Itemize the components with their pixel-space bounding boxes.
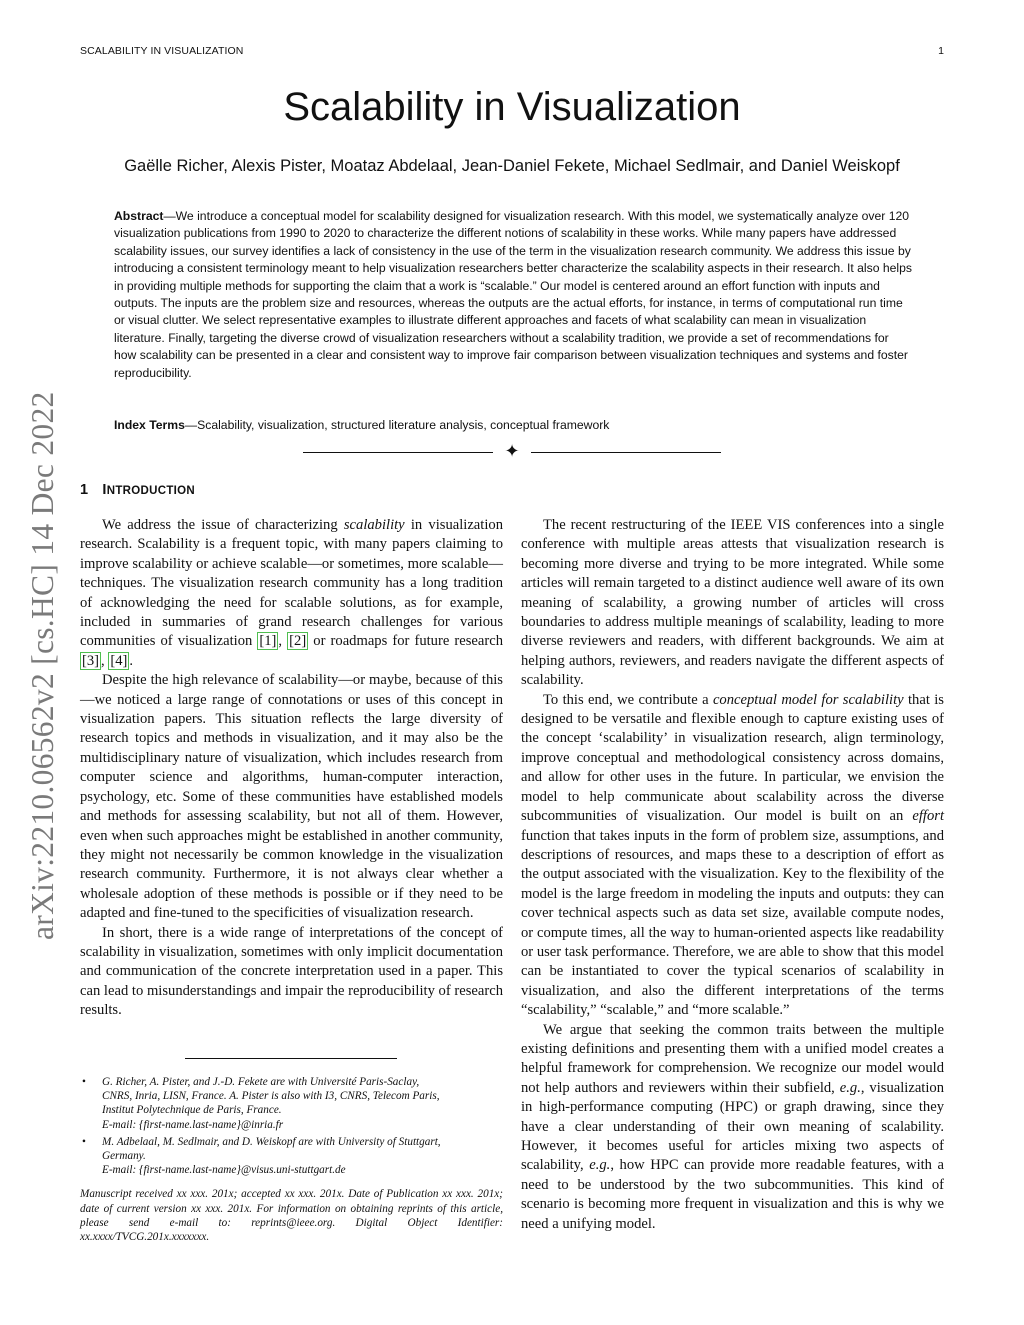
paragraph: Despite the high relevance of scalability—or maybe, because of this—we noticed a large range of connotations or uses of this concept in visualization papers. This situation reflects the large diversity of research topics and methods in visualization, and it may also be the multidisciplinary nature of visualization, which includes research from computer science and algorithms, human-computer interaction, psychology, etc. Some of these communities have established models and methods for assessing scalability, but not all of them. However, even when such approaches might be established in another community, they might not necessarily be common knowledge in the visualization research community. Furthermore, it is not always clear whether a wholesale adoption of these methods is possible or if they need to be adapted and fine-tuned to the specificities of visualization research.	[80, 672, 503, 922]
section-title-rest: NTRODUCTION	[106, 485, 195, 497]
index-terms-label: Index Terms	[114, 418, 185, 432]
paragraph: In short, there is a wide range of interpretations of the concept of scalability in visualization, sometimes with only implicit documentation and communication of the concrete interpretation used in a paper. This can lead to misunderstandings and impair the reproducibility of research results.	[80, 924, 503, 1019]
page-number: 1	[938, 45, 944, 57]
paragraph: We argue that seeking the common traits between the multiple existing definitions and presenting them with a unified model creates a helpful framework for comprehension. We recognize our model would not help authors and reviewers within their subfield, e.g., visualization in high-performance computing (HPC) or graph drawing, since they have a clear understanding of their own meaning of scalability. However, it becomes useful for articles mixing two aspects of scalability, e.g., how HPC can provide more readable features, with a need to be understood by the two subcommunities. This kind of scenario is becoming more frequent in visualization and this is why we need a unifying model.	[521, 1021, 945, 1232]
citation-link[interactable]: [3]	[82, 652, 100, 669]
footnotes	[80, 1075, 503, 1244]
divider-line-right	[531, 452, 721, 453]
bullet-icon: •	[82, 1135, 86, 1148]
section-heading-introduction	[80, 482, 195, 498]
citation-link[interactable]: [1]	[259, 633, 277, 650]
paragraph: To this end, we contribute a conceptual model for scalability that is designed to be versatile and flexible enough to capture existing uses of the concept ‘scalability’ in visualization research, align terminology, improve conceptual and methodological consistency across domains, and allow for other uses in the future. In particular, we envision the model to help communicate about scalability across the diverse subcommunities of visualization. Our model is built on an effort function that takes inputs in the form of problem size, assumptions, and descriptions of resources, and maps these to a description of effort as the output associated with the visualization. Key to the flexibility of the model is the large freedom in modeling the inputs and outputs: they can cover technical aspects such as data set size, available compute nodes, or compute times, all the way to human-oriented aspects like readability or user task performance. Therefore, we are able to show that this model can be instantiated to cover the typical scenarios of scalability in visualization, and also the different interpretations of the terms “scalability,” “scalable,” and “more scalable.”	[521, 691, 944, 1019]
bullet-icon: •	[82, 1076, 86, 1088]
abstract-text: —We introduce a conceptual model for scalability designed for visualization research. With this model, we systematically analyze over 120 visualization publications from 1990 to 2020 to characterize the different notions of scalability in these works. While many papers have addressed scalability issues, our survey identifies a lack of consistency in the use of the term in the visualization research community. We address this issue by introducing a consistent terminology meant to help visualization researchers better characterize the scalability aspects in their research. It also helps in providing multiple methods for supporting the claim that a work is “scalable.” Our model is centered around an effort function with inputs and outputs. The inputs are the problem size and resources, whereas the outputs are the actual efforts, for instance, in terms of computational run time or visual clutter. We select representative examples to illustrate different approaches and facets of what scalability can mean in visualization literature. Finally, targeting the diverse crowd of visualization researchers without a scalability tradition, we provide a set of recommendations for how scalability can be presented in a clear and consistent way to improve fair comparison between visualization techniques and systems and foster reproducibility.	[114, 209, 913, 380]
section-number: 1	[80, 482, 89, 498]
index-terms	[114, 418, 912, 432]
citation-link[interactable]: [2]	[289, 633, 307, 650]
index-terms-text: —Scalability, visualization, structured literature analysis, conceptual framework	[184, 418, 610, 432]
right-column	[521, 516, 944, 1234]
arxiv-stamp: arXiv:2210.06562v2 [cs.HC] 14 Dec 2022	[25, 391, 60, 940]
citation-link[interactable]: [4]	[110, 652, 128, 669]
footnote-rule	[185, 1058, 397, 1059]
left-column	[80, 516, 503, 1021]
divider-line-left	[303, 452, 493, 453]
paragraph: We address the issue of characterizing scalability in visualization research. Scalability is a frequent topic, with many papers claiming to improve scalability or achieve scalable—or sometimes, more scalable—techniques. The visualization research community has a long tradition of acknowledging the need for scalable solutions, as for example, included in summaries of grand research challenges for various communities of visualization [1] , [2] or roadmaps for future research [3] , [4] .	[80, 517, 504, 669]
author-list: Gaëlle Richer, Alexis Pister, Moataz Abdelaal, Jean-Daniel Fekete, Michael Sedlmair, and Daniel Weiskopf	[124, 157, 900, 175]
paper-title: Scalability in Visualization	[283, 85, 741, 129]
affiliation-footnote: • M. Adbelaal, M. Sedlmair, and D. Weiskopf are with University of Stuttgart, Germany. E-mail: {first-name.last-name}@visus.uni-stuttgart.de	[82, 1135, 441, 1177]
divider-star-icon: ✦	[504, 441, 520, 461]
affiliation-footnote: • G. Richer, A. Pister, and J.-D. Fekete are with Université Paris-Saclay, CNRS, Inria, LISN, France. A. Pister is also with I3, CNRS, Telecom Paris, Institut Polytechnique de Paris, France. E-mail: {first-name.last-name}@inria.fr	[82, 1076, 440, 1131]
running-head: SCALABILITY IN VISUALIZATION	[80, 45, 244, 57]
paragraph: The recent restructuring of the IEEE VIS conferences into a single conference with multiple areas attests that visualization research is becoming more diverse and trying to be more integrated. While some articles will remain targeted to a distinct audience well aware of its own meaning of scalability, a growing number of articles will cross boundaries to address multiple meanings of scalability, leading to more diverse reviewers and readers, with different backgrounds. We aim at helping authors, reviewers, and readers navigate the different aspects of scalability.	[521, 517, 944, 689]
section-title-initial: I	[102, 482, 107, 498]
abstract-label: Abstract	[114, 209, 164, 223]
manuscript-note: Manuscript received xx xxx. 201x; accepted xx xxx. 201x. Date of Publication xx xxx. 201x; date of current version xx xxx. 201x. For information on obtaining reprints of this article, please send e-mail to: reprints@ieee.org. Digital Object Identifier: xx.xxxx/TVCG.201x.xxxxxxx.	[80, 1188, 503, 1244]
abstract	[114, 208, 912, 382]
